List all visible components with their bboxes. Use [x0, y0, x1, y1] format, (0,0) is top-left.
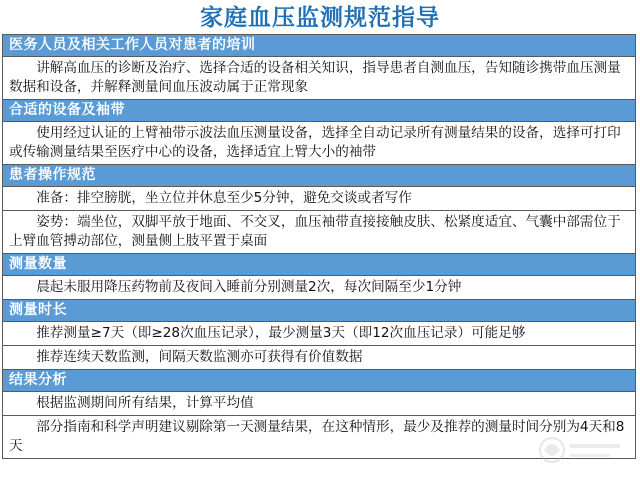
row-device: 使用经过认证的上臂袖带示波法血压测量设备，选择全自动记录所有测量结果的设备，选择可打印或传输测量结果至医疗中心的设备，选择适宜上臂大小的袖带	[3, 122, 635, 165]
section-header-training: 医务人员及相关工作人员对患者的培训	[3, 35, 635, 57]
section-header-measurement-duration: 测量时长	[3, 300, 635, 322]
row-training: 讲解高血压的诊断及治疗、选择合适的设备相关知识，指导患者自测血压，告知随诊携带血压测量数据和设备，并解释测量间血压波动属于正常现象	[3, 57, 635, 100]
section-header-result-analysis: 结果分析	[3, 370, 635, 392]
row-duration-recommended: 推荐测量≥7天（即≥28次血压记录），最少测量3天（即12次血压记录）可能足够	[3, 322, 635, 346]
row-duration-consecutive: 推荐连续天数监测，间隔天数监测亦可获得有价值数据	[3, 346, 635, 370]
section-header-device: 合适的设备及袖带	[3, 100, 635, 122]
section-header-patient-procedure: 患者操作规范	[3, 165, 635, 187]
section-header-measurement-count: 测量数量	[3, 254, 635, 276]
row-exclude-first-day: 部分指南和科学声明建议剔除第一天测量结果，在这种情形，最少及推荐的测量时间分别为4天和8天	[3, 416, 635, 458]
row-average: 根据监测期间所有结果，计算平均值	[3, 392, 635, 416]
row-measurement-count: 晨起未服用降压药物前及夜间入睡前分别测量2次，每次间隔至少1分钟	[3, 276, 635, 300]
guideline-table	[2, 34, 636, 459]
page-title: 家庭血压监测规范指导	[200, 5, 440, 31]
row-preparation: 准备：排空膀胱，坐立位并休息至少5分钟，避免交谈或者写作	[3, 187, 635, 211]
row-posture: 姿势：端坐位，双脚平放于地面、不交叉，血压袖带直接接触皮肤、松紧度适宜、气囊中部需位于上臂血管搏动部位，测量侧上肢平置于桌面	[3, 211, 635, 254]
